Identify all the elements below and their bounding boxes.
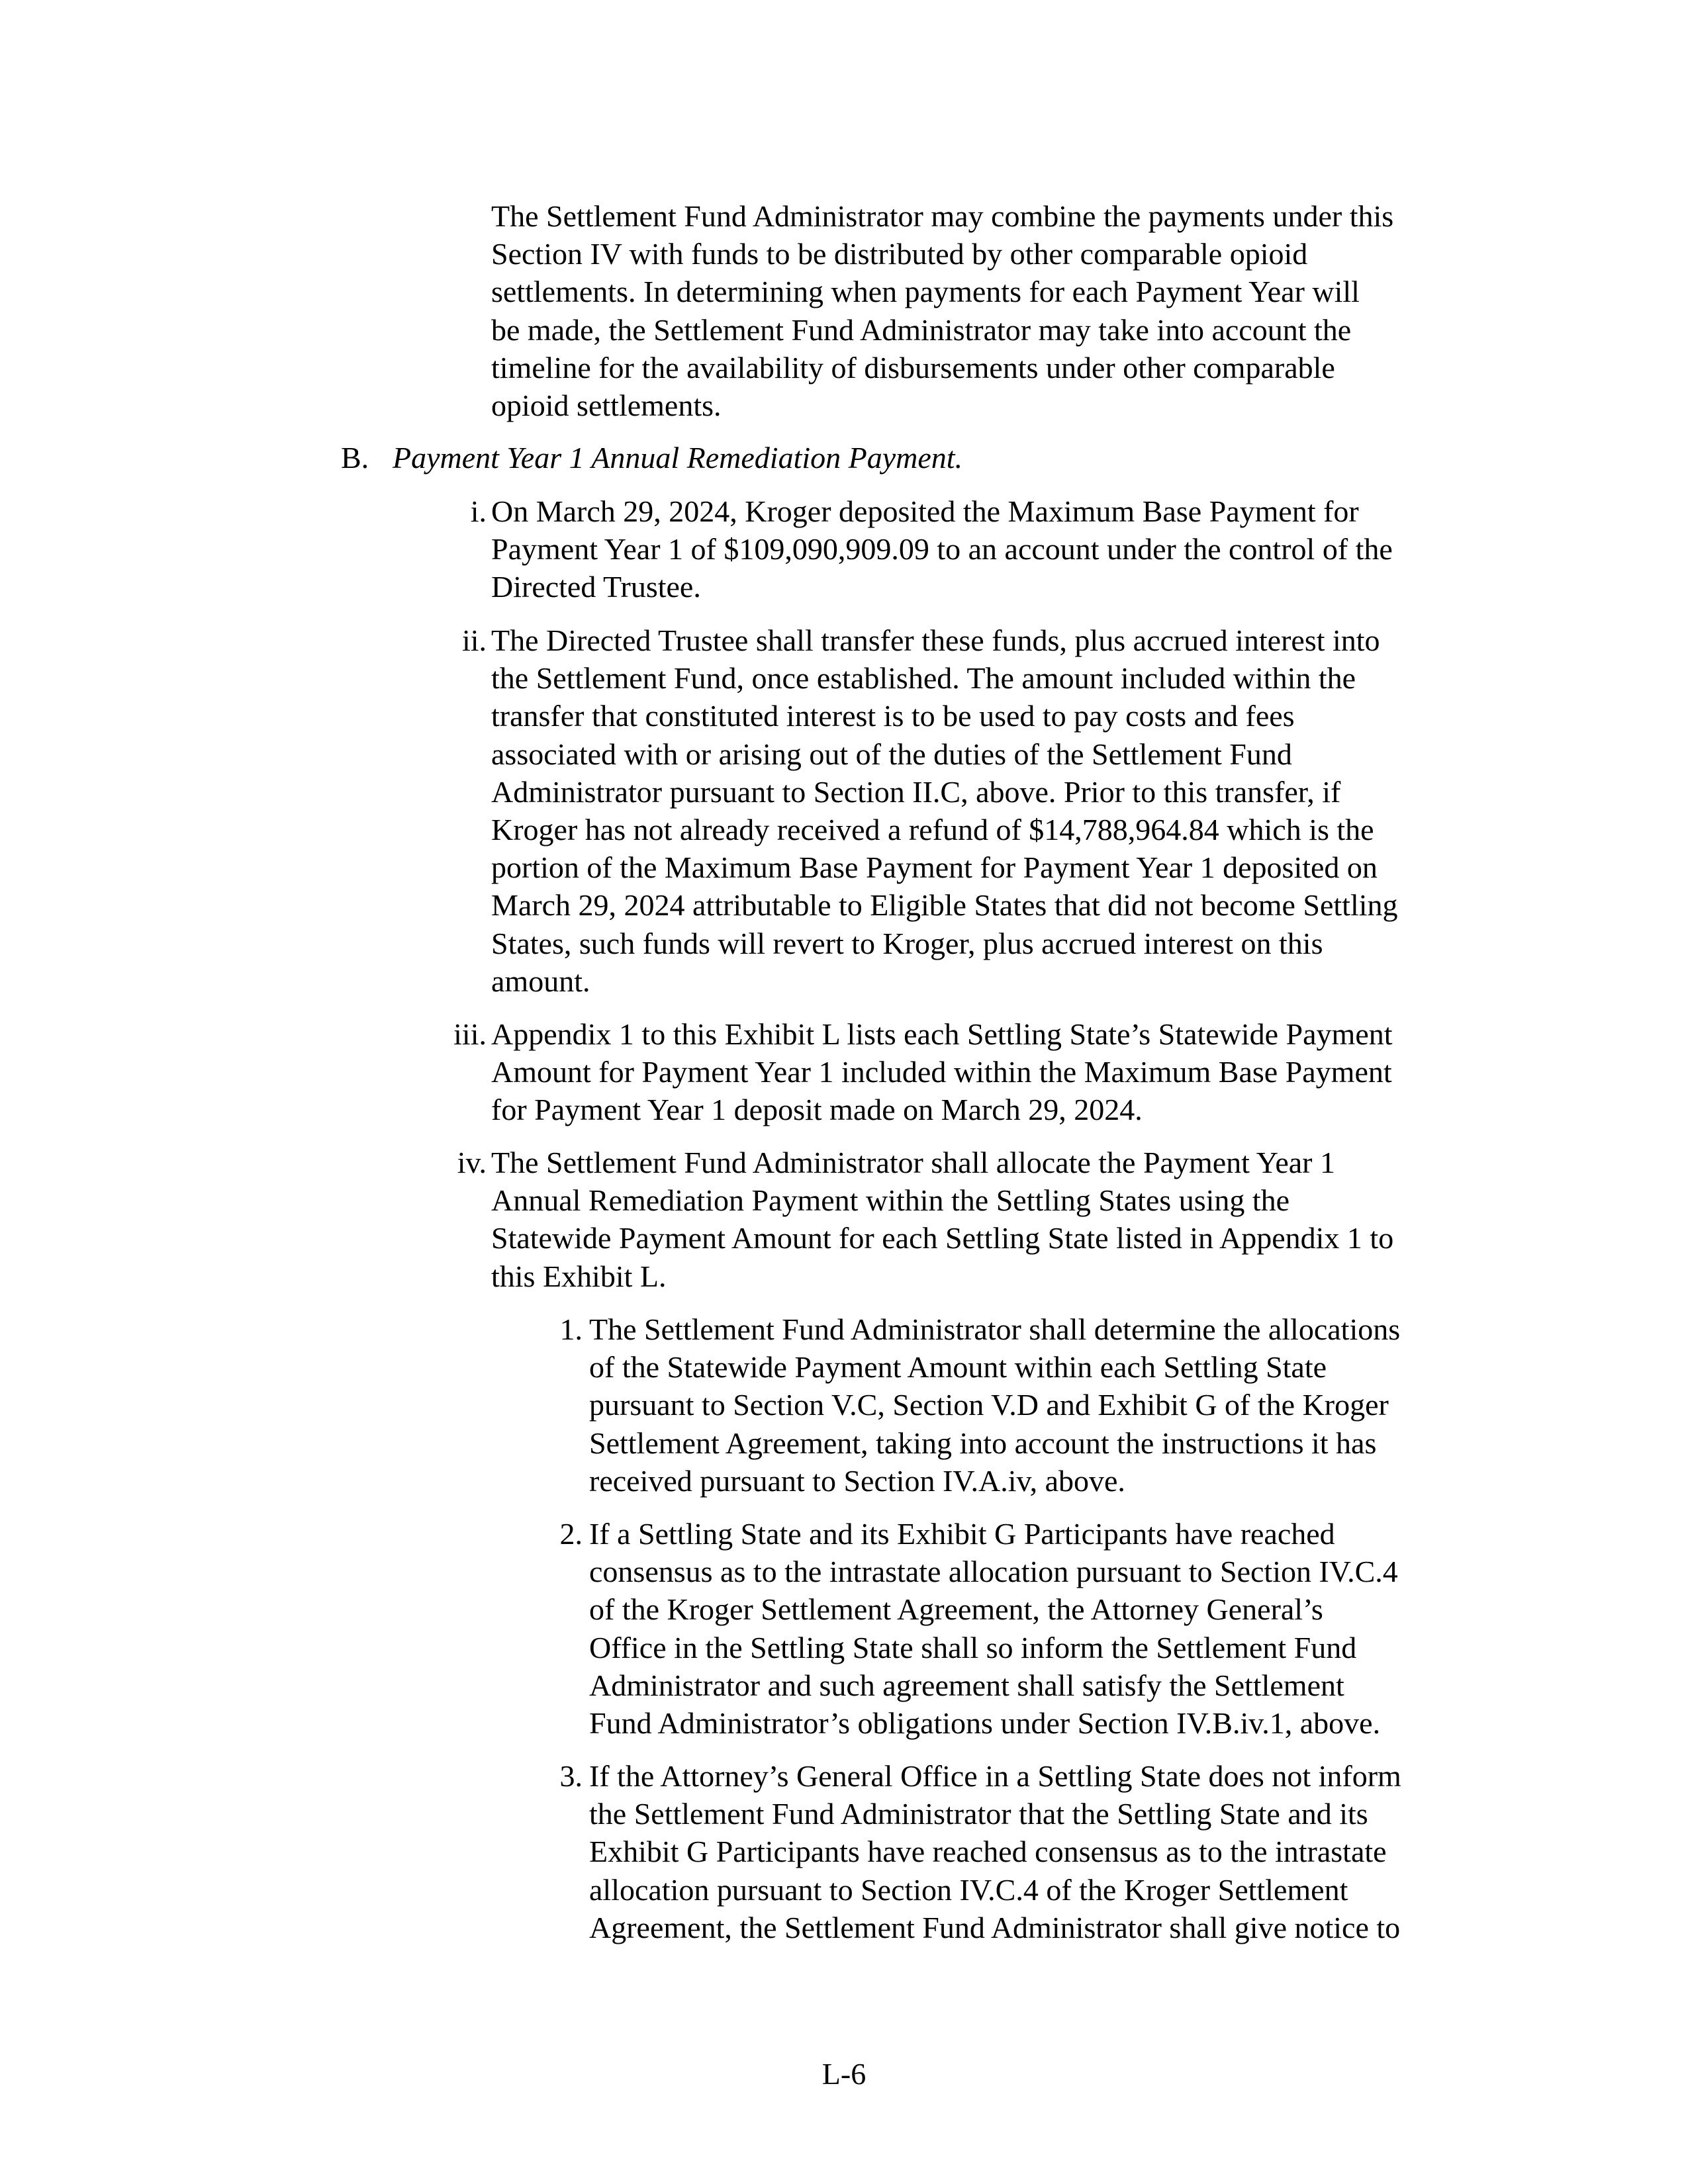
item-marker: 2. (559, 1517, 583, 1551)
text-line: portion of the Maximum Base Payment for Payment Year 1 deposited on (491, 850, 1378, 885)
text-line: The Settlement Fund Administrator may combine the payments under this (491, 199, 1394, 233)
paragraph-2 (559, 1515, 1398, 1742)
text-line: Appendix 1 to this Exhibit L lists each Settling State’s Statewide Payment (491, 1017, 1393, 1051)
text-line: settlements. In determining when payments for each Payment Year will (491, 275, 1360, 309)
text-line: associated with or arising out of the duties of the Settlement Fund (491, 737, 1292, 771)
text-line: Administrator pursuant to Section II.C, above. Prior to this transfer, if (491, 774, 1341, 809)
item-marker: i. (470, 494, 487, 528)
item-marker: 3. (559, 1759, 583, 1793)
text-line: the Settlement Fund Administrator that the Settling State and its (589, 1797, 1368, 1831)
paragraph-iv (457, 1144, 1394, 1295)
text-line: Agreement, the Settlement Fund Administrator shall give notice to (589, 1910, 1401, 1944)
text-line: of the Kroger Settlement Agreement, the Attorney General’s (589, 1592, 1323, 1627)
text-line: pursuant to Section V.C, Section V.D and Exhibit G of the Kroger (589, 1388, 1389, 1422)
text-line: amount. (491, 964, 590, 998)
text-line: transfer that constituted interest is to be used to pay costs and fees (491, 699, 1295, 733)
text-line: The Settlement Fund Administrator shall determine the allocations (589, 1312, 1401, 1346)
item-marker: ii. (461, 623, 487, 657)
text-line: Amount for Payment Year 1 included within the Maximum Base Payment (491, 1055, 1392, 1089)
page-number: L-6 (821, 2057, 867, 2091)
text-line: the Settlement Fund, once established. The amount included within the (491, 661, 1356, 696)
text-line: Section IV with funds to be distributed by other comparable opioid (491, 237, 1308, 271)
text-line: this Exhibit L. (491, 1259, 667, 1293)
text-line: of the Statewide Payment Amount within each Settling State (589, 1350, 1327, 1385)
item-marker: 1. (559, 1312, 583, 1346)
text-line: be made, the Settlement Fund Administrator may take into account the (491, 312, 1352, 347)
paragraph-ii (461, 621, 1398, 1000)
text-line: On March 29, 2024, Kroger deposited the Maximum Base Payment for (491, 494, 1359, 528)
paragraph-iii (453, 1015, 1393, 1129)
text-line: States, such funds will revert to Kroger, plus accrued interest on this (491, 926, 1323, 960)
item-marker: iv. (457, 1146, 487, 1179)
text-line: If the Attorney’s General Office in a Settling State does not inform (589, 1759, 1401, 1793)
text-line: Payment Year 1 of $109,090,909.09 to an account under the control of the (491, 532, 1393, 567)
text-line: received pursuant to Section IV.A.iv, above. (589, 1463, 1125, 1498)
text-line: March 29, 2024 attributable to Eligible States that did not become Settling (491, 888, 1398, 923)
text-line: Exhibit G Participants have reached consensus as to the intrastate (589, 1835, 1387, 1869)
text-line: If a Settling State and its Exhibit G Participants have reached (589, 1517, 1335, 1551)
text-line: Directed Trustee. (491, 570, 701, 604)
paragraph-i (470, 492, 1393, 606)
text-line: Statewide Payment Amount for each Settling State listed in Appendix 1 to (491, 1221, 1394, 1255)
text-line: for Payment Year 1 deposit made on March 29, 2024. (491, 1093, 1143, 1127)
text-line: Settlement Agreement, taking into account the instructions it has (589, 1426, 1377, 1460)
section-title: Payment Year 1 Annual Remediation Payment. (393, 441, 963, 475)
text-line: Annual Remediation Payment within the Settling States using the (491, 1183, 1290, 1218)
item-marker: iii. (453, 1017, 487, 1051)
text-line: Administrator and such agreement shall satisfy the Settlement (589, 1668, 1344, 1702)
paragraph-1 (559, 1310, 1401, 1500)
text-line: timeline for the availability of disbursements under other comparable (491, 350, 1335, 385)
text-line: The Settlement Fund Administrator shall allocate the Payment Year 1 (491, 1146, 1335, 1179)
text-line: consensus as to the intrastate allocation pursuant to Section IV.C.4 (589, 1555, 1398, 1589)
text-line: Fund Administrator’s obligations under Section IV.B.iv.1, above. (589, 1706, 1381, 1741)
section-marker: B. (341, 441, 369, 475)
paragraph-3 (559, 1757, 1401, 1946)
text-line: Kroger has not already received a refund of $14,788,964.84 which is the (491, 813, 1374, 847)
text-line: allocation pursuant to Section IV.C.4 of the Kroger Settlement (589, 1872, 1348, 1907)
text-line: Office in the Settling State shall so inform the Settlement Fund (589, 1630, 1357, 1664)
text-line: The Directed Trustee shall transfer these funds, plus accrued interest into (491, 623, 1380, 657)
text-line: opioid settlements. (491, 388, 722, 423)
